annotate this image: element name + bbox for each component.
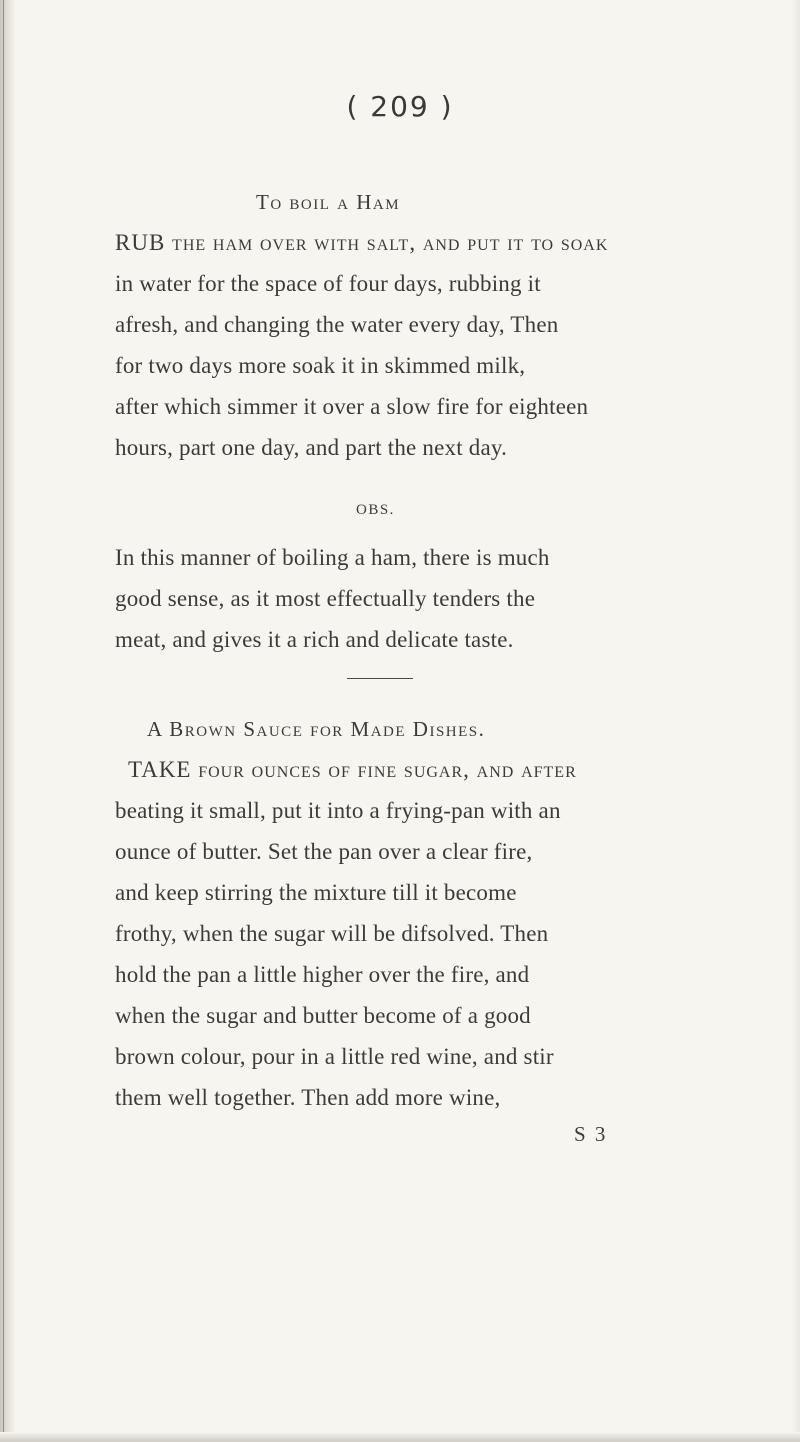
paragraph-line: ounce of butter. Set the pan over a clear fire, [115, 839, 533, 864]
paragraph-line: hold the pan a little higher over the fire, and [115, 962, 530, 987]
paragraph-line: hours, part one day, and part the next day. [115, 435, 508, 460]
paragraph-line: meat, and gives it a rich and delicate taste. [115, 627, 514, 652]
paragraph-line: in water for the space of four days, rubbing it [115, 271, 541, 296]
paragraph-line: RUB the ham over with salt, and put it to soak [115, 230, 609, 255]
paragraph-line: TAKE four ounces of fine sugar, and after [128, 757, 577, 782]
section-title-brown-sauce: A Brown Sauce for Made Dishes. [147, 717, 486, 741]
page-right-edge [792, 0, 800, 1442]
signature-mark: S 3 [574, 1122, 608, 1146]
paragraph-line: when the sugar and butter become of a good [115, 1003, 531, 1028]
page-number: ( 209 ) [346, 90, 454, 123]
paragraph-line: after which simmer it over a slow fire for eighteen [115, 394, 589, 419]
paragraph-line: and keep stirring the mixture till it become [115, 880, 517, 905]
paragraph-line: afresh, and changing the water every day, Then [115, 312, 559, 337]
section-divider [347, 678, 413, 679]
paragraph-line: beating it small, put it into a frying-pan with an [115, 798, 561, 823]
page-bottom-edge [0, 1432, 800, 1442]
paragraph-line: for two days more soak it in skimmed milk, [115, 353, 526, 378]
page-binding-edge [3, 0, 4, 1442]
paragraph-line: good sense, as it most effectually tenders the [115, 586, 536, 611]
paragraph-line: In this manner of boiling a ham, there is much [115, 545, 550, 570]
paragraph-line: them well together. Then add more wine, [115, 1085, 501, 1110]
section-title-obs: OBS. [356, 502, 395, 518]
paragraph-line: frothy, when the sugar will be difsolved. Then [115, 921, 549, 946]
section-title-boil-ham: To boil a Ham [256, 190, 401, 214]
paragraph-line: brown colour, pour in a little red wine, and stir [115, 1044, 554, 1069]
